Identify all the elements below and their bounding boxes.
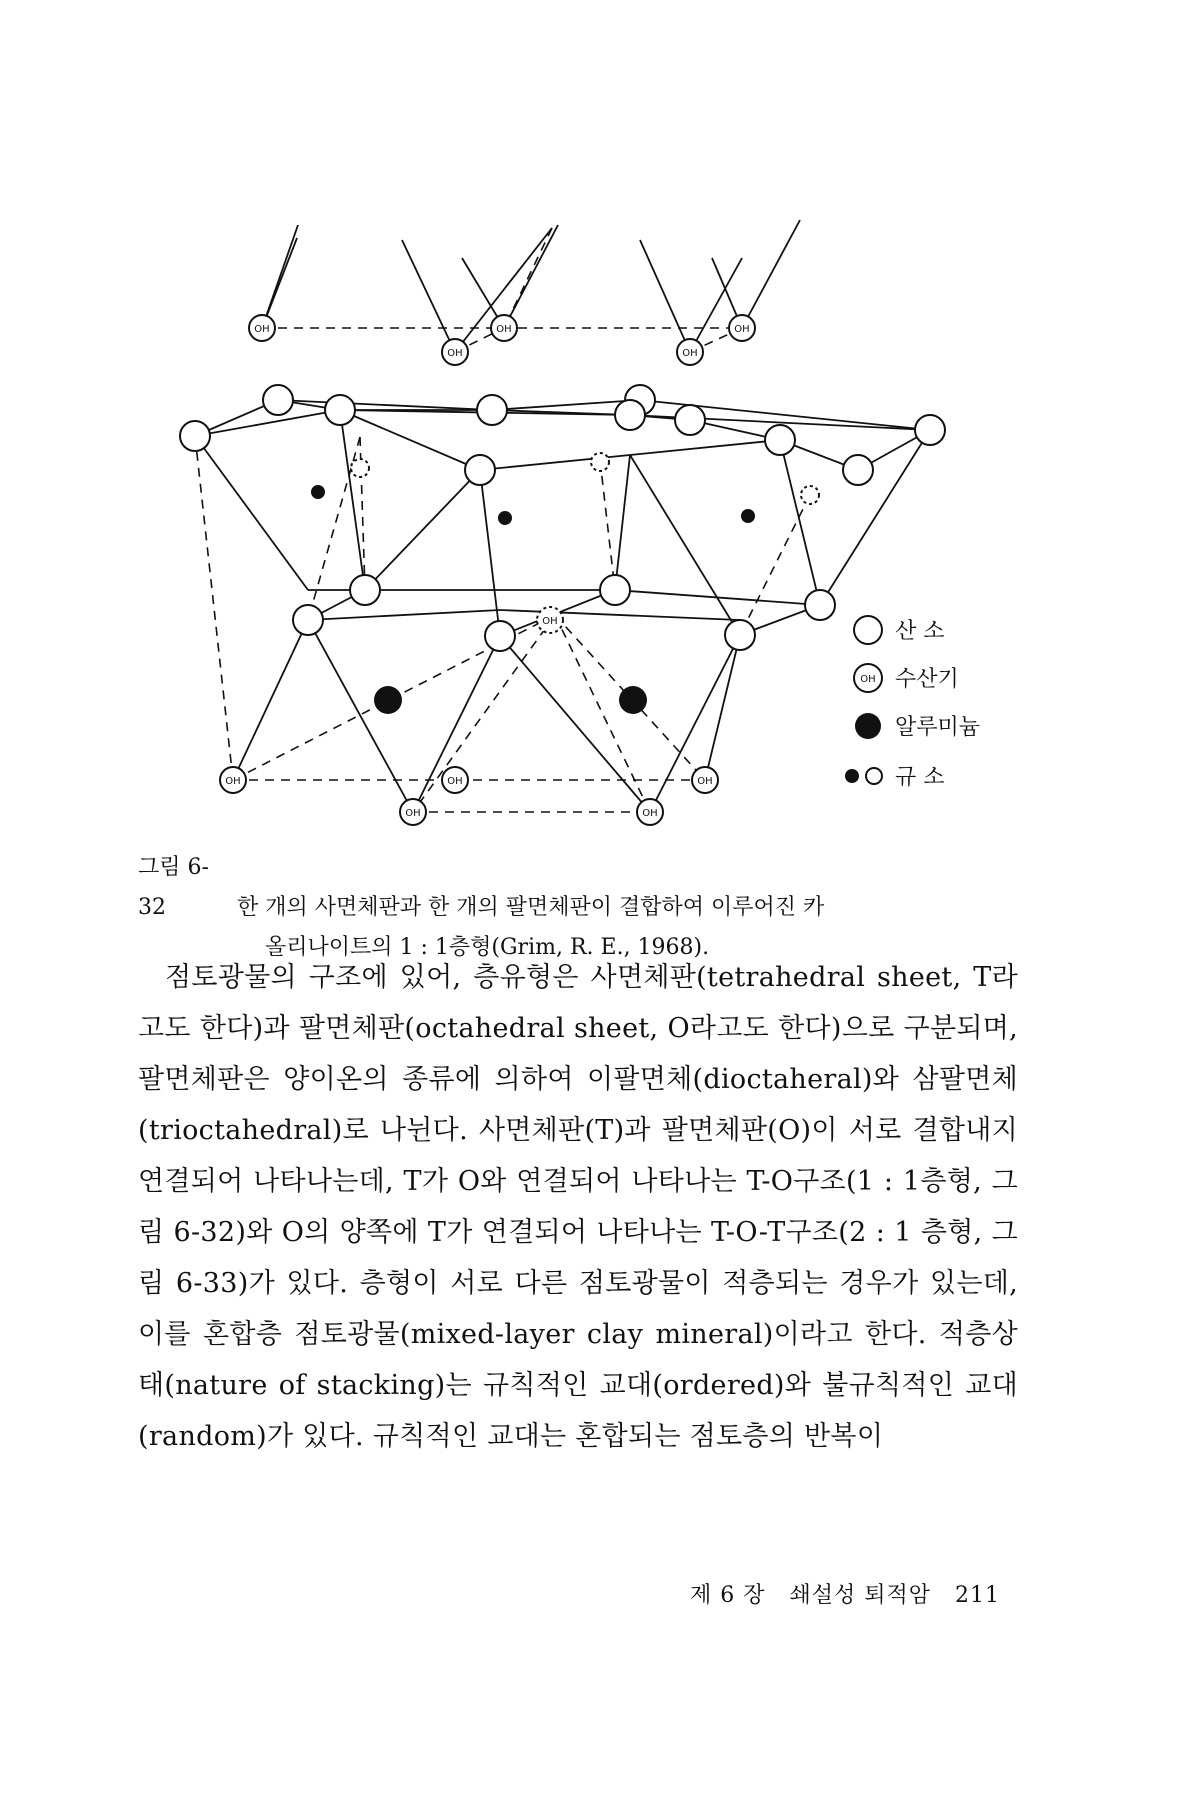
bond-line — [308, 620, 413, 812]
bond-line — [615, 455, 630, 590]
bond-line — [365, 470, 480, 590]
hydroxyl-label: OH — [682, 348, 698, 359]
bond-line — [195, 436, 308, 590]
bond-line — [308, 610, 500, 620]
hydroxyl-label: OH — [496, 324, 512, 335]
bond-line — [233, 620, 308, 780]
oxygen-atom — [765, 425, 795, 455]
silicon-atom-hidden — [591, 453, 609, 471]
caption-text-2: 올리나이트의 1 : 1층형(Grim, R. E., 1968). — [265, 935, 710, 960]
legend-aluminum-label: 알루미늄 — [895, 715, 981, 740]
bond-line — [780, 440, 820, 605]
oxygen-atom — [325, 395, 355, 425]
bond-line — [630, 455, 740, 635]
hydroxyl-label: OH — [254, 324, 270, 335]
caption-number: 그림 6-32 — [138, 855, 209, 920]
kaolinite-structure-figure — [0, 0, 1200, 840]
svg-text:OH: OH — [860, 674, 876, 685]
bond-line — [262, 238, 297, 328]
hydroxyl-label: OH — [405, 808, 421, 819]
silicon-atom-hidden — [351, 459, 369, 477]
hydroxyl-label: OH — [447, 348, 463, 359]
oxygen-atom — [915, 415, 945, 445]
legend-silicon-label: 규 소 — [895, 765, 945, 790]
hidden-bond-line — [600, 460, 615, 590]
bond-line — [820, 430, 930, 605]
oxygen-atom — [600, 575, 630, 605]
oxygen-atom — [465, 455, 495, 485]
hydroxyl-label: OH — [697, 776, 713, 787]
aluminum-atom — [619, 686, 647, 714]
bond-line — [705, 635, 740, 780]
bond-line — [504, 225, 558, 328]
oxygen-atom — [485, 621, 515, 651]
oxygen-atom — [477, 395, 507, 425]
bond-line — [500, 610, 740, 620]
bond-line — [742, 220, 800, 328]
silicon-atom — [498, 511, 512, 525]
hydroxyl-label: OH — [225, 776, 241, 787]
bond-line — [630, 440, 780, 455]
hydroxyl-label: OH — [542, 616, 558, 627]
oxygen-atom — [675, 405, 705, 435]
body-paragraph: 점토광물의 구조에 있어, 층유형은 사면체판(tetrahedral sheet, T라고도 한다)과 팔면체판(octahedral sheet, O라고도 한다)으로 구분되며, 팔면체판은 양이온의 종류에 의하여 이팔면체(dioctaheral)와 삼팔면체(trioctahedral)로 나뉜다. 사면체판(T)과 팔면체판(O)이 서로 결합내지 연결되어 나타나는데, T가 O와 연결되어 나타나는 T-O구조(1 : 1층형, 그림 6-32)와 O의 양쪽에 T가 연결되어 나타나는 T-O-T구조(2 : 1 층형, 그림 6-33)가 있다. 층형이 서로 다른 점토광물이 적층되는 경우가 있는데, 이를 혼합층 점토광물(mixed-layer clay mineral)이라고 한다. 적층상태(nature of stacking)는 규칙적인 교대(ordered)와 불규칙적인 교대(random)가 있다. 규칙적인 교대는 혼합되는 점토층의 반복이 — [138, 962, 1018, 1452]
oxygen-atom — [350, 575, 380, 605]
oxygen-atom — [805, 590, 835, 620]
oxygen-atom — [180, 421, 210, 451]
hidden-bond-line — [195, 436, 233, 780]
figure-caption — [138, 848, 1038, 968]
bond-line — [402, 240, 455, 352]
hydroxyl-label: OH — [734, 324, 750, 335]
legend-oxygen — [854, 616, 945, 644]
body-text — [138, 952, 1018, 1462]
legend — [845, 616, 980, 790]
legend-silicon — [845, 765, 945, 790]
silicon-atom — [741, 509, 755, 523]
bond-lines — [195, 220, 930, 812]
hydroxyl-label: OH — [447, 776, 463, 787]
caption-line-1 — [138, 848, 1038, 928]
silicon-atom-hidden — [801, 486, 819, 504]
oxygen-atom — [293, 605, 323, 635]
oxygen-atom — [263, 385, 293, 415]
page-number: 211 — [955, 1583, 1000, 1608]
bond-line — [500, 636, 650, 812]
bond-line — [615, 590, 820, 605]
legend-oxygen-label: 산 소 — [895, 619, 945, 644]
legend-hydroxyl-label: 수산기 — [895, 667, 959, 692]
footer-chapter: 제 6 장 — [690, 1583, 766, 1608]
oxygen-atom — [615, 400, 645, 430]
hydroxyl-label: OH — [642, 808, 658, 819]
silicon-atom — [311, 485, 325, 499]
footer-title: 쇄설성 퇴적암 — [789, 1583, 932, 1608]
bond-line — [640, 240, 690, 352]
bond-line — [340, 410, 365, 590]
aluminum-atom — [374, 686, 402, 714]
hidden-bond-line — [413, 615, 558, 812]
page-footer — [660, 1578, 1000, 1609]
oxygen-atom — [843, 455, 873, 485]
caption-text-1: 한 개의 사면체판과 한 개의 팔면체판이 결합하여 이루어진 카 — [237, 895, 825, 920]
bond-line — [195, 410, 340, 436]
legend-aluminum — [855, 713, 980, 740]
legend-hydroxyl — [854, 664, 959, 692]
oxygen-atom — [725, 620, 755, 650]
